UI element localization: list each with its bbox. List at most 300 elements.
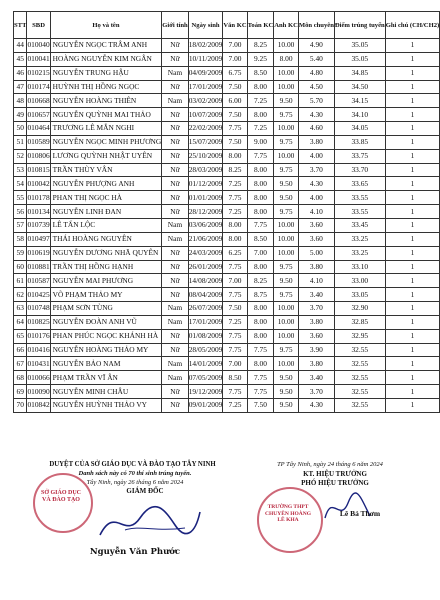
- table-cell: 1: [385, 177, 440, 191]
- table-cell: 8.50: [223, 371, 247, 385]
- table-cell: 34.05: [334, 122, 385, 136]
- column-header: Ghi chú (CH/CH2): [385, 12, 440, 39]
- table-cell: 14/01/2009: [188, 357, 223, 371]
- table-cell: NGUYỄN HUỲNH THẢO VY: [50, 398, 162, 412]
- column-header: Môn chuyên: [298, 12, 334, 39]
- table-cell: Nữ: [162, 246, 188, 260]
- table-row: [14, 94, 440, 108]
- table-cell: 34.85: [334, 66, 385, 80]
- table-cell: 1: [385, 246, 440, 260]
- table-cell: 010842: [27, 398, 50, 412]
- table-cell: 3.80: [298, 315, 334, 329]
- table-cell: PHẠM TRẦN VĨ ÂN: [50, 371, 162, 385]
- table-cell: 7.75: [223, 260, 247, 274]
- table-cell: 10.00: [274, 302, 299, 316]
- table-cell: Nam: [162, 302, 188, 316]
- table-cell: 010881: [27, 260, 50, 274]
- table-cell: 9.75: [274, 205, 299, 219]
- table-cell: 9.50: [274, 371, 299, 385]
- table-cell: 7.50: [223, 302, 247, 316]
- table-row: [14, 163, 440, 177]
- left-name: Nguyễn Văn Phước: [89, 547, 181, 557]
- table-cell: 7.75: [223, 343, 247, 357]
- table-row: [14, 218, 440, 232]
- table-cell: 08/04/2009: [188, 288, 223, 302]
- table-cell: 10.00: [274, 39, 299, 53]
- table-cell: 8.00: [247, 329, 274, 343]
- table-cell: 62: [14, 288, 27, 302]
- table-row: [14, 302, 440, 316]
- right-name: Lê Bá Thơm: [339, 509, 381, 518]
- table-row: [14, 385, 440, 399]
- table-cell: Nữ: [162, 149, 188, 163]
- table-cell: Nam: [162, 94, 188, 108]
- table-cell: NGUYỄN HOÀNG THẢO MY: [50, 343, 162, 357]
- column-header: Toán KC: [247, 12, 274, 39]
- table-cell: LÊ TẤN LỘC: [50, 218, 162, 232]
- header-row: [14, 12, 440, 39]
- table-cell: 56: [14, 205, 27, 219]
- table-cell: 9.50: [274, 191, 299, 205]
- table-cell: 010748: [27, 302, 50, 316]
- table-cell: Nam: [162, 315, 188, 329]
- table-cell: 1: [385, 80, 440, 94]
- table-cell: 7.75: [247, 218, 274, 232]
- table-cell: 010066: [27, 371, 50, 385]
- table-cell: 33.55: [334, 191, 385, 205]
- table-cell: 010042: [27, 177, 50, 191]
- table-cell: NGUYỄN QUỲNH MAI THẢO: [50, 108, 162, 122]
- table-cell: 7.75: [223, 288, 247, 302]
- table-cell: 3.60: [298, 232, 334, 246]
- table-cell: 7.00: [223, 39, 247, 53]
- table-cell: 6.25: [223, 246, 247, 260]
- table-cell: 1: [385, 205, 440, 219]
- table-cell: 1: [385, 288, 440, 302]
- table-cell: 9.50: [274, 177, 299, 191]
- table-cell: 010815: [27, 163, 50, 177]
- table-cell: Nam: [162, 371, 188, 385]
- table-cell: 3.80: [298, 135, 334, 149]
- table-cell: 22/02/2009: [188, 122, 223, 136]
- table-cell: 46: [14, 66, 27, 80]
- table-cell: 7.75: [247, 371, 274, 385]
- table-row: [14, 135, 440, 149]
- table-cell: 1: [385, 357, 440, 371]
- table-cell: 55: [14, 191, 27, 205]
- table-row: [14, 177, 440, 191]
- table-cell: NGUYỄN MAI PHƯƠNG: [50, 274, 162, 288]
- table-cell: 7.75: [223, 122, 247, 136]
- table-row: [14, 191, 440, 205]
- table-cell: 010041: [27, 52, 50, 66]
- admission-table: [13, 11, 440, 413]
- left-subtitle: Danh sách này có 70 thí sinh trúng tuyển.: [78, 470, 192, 477]
- table-cell: Nữ: [162, 39, 188, 53]
- table-row: [14, 39, 440, 53]
- table-cell: 1: [385, 122, 440, 136]
- table-cell: 7.75: [247, 343, 274, 357]
- column-header: Ngày sinh: [188, 12, 223, 39]
- table-cell: LƯƠNG QUỲNH NHẬT UYÊN: [50, 149, 162, 163]
- table-cell: 8.00: [247, 163, 274, 177]
- table-row: [14, 398, 440, 412]
- table-cell: HOÀNG NGUYỄN KIM NGÂN: [50, 52, 162, 66]
- table-row: [14, 108, 440, 122]
- table-cell: 26/01/2009: [188, 260, 223, 274]
- table-row: [14, 232, 440, 246]
- table-cell: 59: [14, 246, 27, 260]
- table-cell: 10.00: [274, 357, 299, 371]
- table-cell: 010806: [27, 149, 50, 163]
- table-cell: 1: [385, 108, 440, 122]
- table-cell: 4.30: [298, 177, 334, 191]
- table-cell: 3.60: [298, 329, 334, 343]
- table-cell: 3.60: [298, 218, 334, 232]
- table-cell: 7.75: [247, 385, 274, 399]
- table-cell: 010134: [27, 205, 50, 219]
- table-cell: 5.40: [298, 52, 334, 66]
- table-cell: 010619: [27, 246, 50, 260]
- table-cell: 9.50: [274, 385, 299, 399]
- table-cell: 9.50: [274, 398, 299, 412]
- table-cell: 3.40: [298, 288, 334, 302]
- table-cell: 010657: [27, 108, 50, 122]
- table-cell: 1: [385, 149, 440, 163]
- table-cell: Nữ: [162, 177, 188, 191]
- table-cell: 15/07/2009: [188, 135, 223, 149]
- table-cell: 7.25: [223, 315, 247, 329]
- table-cell: 010215: [27, 66, 50, 80]
- table-cell: 33.05: [334, 288, 385, 302]
- table-cell: Nữ: [162, 288, 188, 302]
- table-cell: 8.75: [247, 288, 274, 302]
- table-cell: 45: [14, 52, 27, 66]
- table-cell: 33.85: [334, 135, 385, 149]
- table-cell: 6.75: [223, 66, 247, 80]
- table-cell: TRẦN THÙY VÂN: [50, 163, 162, 177]
- table-cell: 5.00: [298, 246, 334, 260]
- table-cell: 010176: [27, 329, 50, 343]
- table-cell: 10/07/2009: [188, 108, 223, 122]
- table-cell: 1: [385, 163, 440, 177]
- table-cell: 21/06/2009: [188, 232, 223, 246]
- table-cell: 1: [385, 94, 440, 108]
- table-cell: Nữ: [162, 80, 188, 94]
- table-cell: 7.75: [223, 385, 247, 399]
- table-cell: 4.30: [298, 398, 334, 412]
- left-signature: [95, 500, 205, 545]
- table-row: [14, 122, 440, 136]
- table-cell: 68: [14, 371, 27, 385]
- table-cell: 10.00: [274, 122, 299, 136]
- table-row: [14, 343, 440, 357]
- table-cell: 10.00: [274, 218, 299, 232]
- table-cell: 1: [385, 52, 440, 66]
- table-cell: NGUYỄN BẢO NAM: [50, 357, 162, 371]
- table-cell: 7.50: [223, 108, 247, 122]
- table-cell: 32.95: [334, 329, 385, 343]
- table-cell: 8.00: [223, 218, 247, 232]
- table-cell: 10.00: [274, 329, 299, 343]
- table-cell: 8.25: [223, 163, 247, 177]
- column-header: Họ và tên: [50, 12, 162, 39]
- table-cell: Nữ: [162, 122, 188, 136]
- table-cell: 7.50: [223, 135, 247, 149]
- table-cell: 47: [14, 80, 27, 94]
- table-cell: Nam: [162, 232, 188, 246]
- table-cell: 4.10: [298, 205, 334, 219]
- table-cell: 07/05/2009: [188, 371, 223, 385]
- table-cell: 010425: [27, 288, 50, 302]
- table-cell: 010589: [27, 135, 50, 149]
- table-cell: 33.45: [334, 218, 385, 232]
- table-cell: Nam: [162, 218, 188, 232]
- table-cell: 61: [14, 274, 27, 288]
- table-cell: 33.55: [334, 205, 385, 219]
- table-cell: 3.70: [298, 302, 334, 316]
- table-cell: 1: [385, 343, 440, 357]
- table-cell: 4.80: [298, 66, 334, 80]
- table-row: [14, 274, 440, 288]
- right-signature: [320, 488, 380, 528]
- table-cell: 8.00: [247, 260, 274, 274]
- table-cell: 10/11/2009: [188, 52, 223, 66]
- table-cell: 33.25: [334, 246, 385, 260]
- table-cell: 7.25: [247, 122, 274, 136]
- table-cell: 010739: [27, 218, 50, 232]
- table-cell: 4.90: [298, 39, 334, 53]
- table-cell: 19/12/2009: [188, 385, 223, 399]
- table-cell: Nữ: [162, 385, 188, 399]
- left-seal-text: SỞ GIÁO DỤC VÀ ĐÀO TẠO: [40, 490, 81, 503]
- right-title: KT. HIỆU TRƯỞNG: [303, 470, 367, 478]
- table-cell: 9.75: [274, 288, 299, 302]
- table-cell: TRƯƠNG LÊ MẪN NGHI: [50, 122, 162, 136]
- table-cell: 1: [385, 385, 440, 399]
- table-cell: 57: [14, 218, 27, 232]
- table-cell: 010416: [27, 343, 50, 357]
- table-cell: 67: [14, 357, 27, 371]
- table-cell: 54: [14, 177, 27, 191]
- table-row: [14, 260, 440, 274]
- table-cell: TRẦN THỊ HỒNG HẠNH: [50, 260, 162, 274]
- table-cell: 28/12/2009: [188, 205, 223, 219]
- table-cell: 14/08/2009: [188, 274, 223, 288]
- table-cell: 04/09/2009: [188, 66, 223, 80]
- table-cell: 8.50: [247, 232, 274, 246]
- table-cell: 32.55: [334, 343, 385, 357]
- table-cell: 66: [14, 343, 27, 357]
- table-cell: 32.55: [334, 385, 385, 399]
- table-cell: 8.25: [247, 274, 274, 288]
- table-cell: NGUYỄN ĐOÀN ANH VŨ: [50, 315, 162, 329]
- table-cell: NGUYỄN NGỌC MINH PHƯƠNG: [50, 135, 162, 149]
- table-cell: 4.60: [298, 122, 334, 136]
- table-cell: 4.00: [298, 191, 334, 205]
- table-cell: Nữ: [162, 343, 188, 357]
- table-row: [14, 149, 440, 163]
- table-cell: 010464: [27, 122, 50, 136]
- table-cell: 7.25: [247, 94, 274, 108]
- table-cell: 49: [14, 108, 27, 122]
- column-header: Điểm trúng tuyển: [334, 12, 385, 39]
- table-cell: Nữ: [162, 191, 188, 205]
- table-cell: 7.25: [223, 398, 247, 412]
- table-cell: 69: [14, 385, 27, 399]
- table-cell: 34.15: [334, 94, 385, 108]
- table-cell: 44: [14, 39, 27, 53]
- table-cell: 35.05: [334, 39, 385, 53]
- table-cell: 010497: [27, 232, 50, 246]
- table-cell: 63: [14, 302, 27, 316]
- table-cell: 1: [385, 329, 440, 343]
- table-cell: 1: [385, 371, 440, 385]
- table-cell: NGUYỄN HOÀNG THIÊN: [50, 94, 162, 108]
- table-cell: 8.00: [247, 191, 274, 205]
- table-cell: 1: [385, 135, 440, 149]
- table-cell: 8.00: [223, 149, 247, 163]
- table-cell: 010587: [27, 274, 50, 288]
- table-cell: 70: [14, 398, 27, 412]
- table-cell: 8.50: [247, 66, 274, 80]
- table-cell: 8.25: [247, 39, 274, 53]
- table-cell: 010825: [27, 315, 50, 329]
- table-cell: 3.70: [298, 385, 334, 399]
- table-cell: 09/01/2009: [188, 398, 223, 412]
- table-cell: 9.75: [274, 108, 299, 122]
- table-cell: 7.50: [223, 80, 247, 94]
- table-cell: NGUYỄN TRUNG HẬU: [50, 66, 162, 80]
- table-cell: 9.25: [247, 52, 274, 66]
- table-cell: 64: [14, 315, 27, 329]
- table-cell: Nam: [162, 357, 188, 371]
- table-cell: 10.00: [274, 315, 299, 329]
- table-cell: 58: [14, 232, 27, 246]
- table-cell: 1: [385, 315, 440, 329]
- column-header: STT: [14, 12, 27, 39]
- table-cell: 8.00: [247, 177, 274, 191]
- table-cell: 9.75: [274, 260, 299, 274]
- table-cell: 7.00: [223, 357, 247, 371]
- table-row: [14, 315, 440, 329]
- table-body: [14, 39, 440, 413]
- table-cell: PHAN PHÚC NGỌC KHÁNH HÀ: [50, 329, 162, 343]
- table-cell: 01/12/2009: [188, 177, 223, 191]
- right-role: PHÓ HIỆU TRƯỞNG: [301, 479, 369, 487]
- left-role: GIÁM ĐỐC: [126, 487, 164, 495]
- table-cell: 8.00: [247, 108, 274, 122]
- table-cell: 33.65: [334, 177, 385, 191]
- table-cell: 50: [14, 122, 27, 136]
- table-cell: 8.00: [247, 80, 274, 94]
- table-cell: 1: [385, 39, 440, 53]
- table-cell: 35.05: [334, 52, 385, 66]
- table-cell: NGUYỄN DƯƠNG NHÃ QUYÊN: [50, 246, 162, 260]
- table-row: [14, 371, 440, 385]
- table-row: [14, 329, 440, 343]
- table-cell: 010178: [27, 191, 50, 205]
- table-cell: 010174: [27, 80, 50, 94]
- table-cell: 8.00: [247, 315, 274, 329]
- left-title: DUYỆT CỦA SỞ GIÁO DỤC VÀ ĐÀO TẠO TÂY NINH: [49, 461, 216, 468]
- table-cell: 9.75: [274, 343, 299, 357]
- table-cell: Nữ: [162, 108, 188, 122]
- table-cell: Nữ: [162, 163, 188, 177]
- table-cell: 28/05/2009: [188, 343, 223, 357]
- table-row: [14, 66, 440, 80]
- table-cell: Nữ: [162, 52, 188, 66]
- table-cell: 7.00: [223, 274, 247, 288]
- table-cell: 51: [14, 135, 27, 149]
- table-cell: 32.85: [334, 315, 385, 329]
- table-cell: 34.10: [334, 108, 385, 122]
- table-cell: 6.00: [223, 94, 247, 108]
- table-cell: 9.75: [274, 135, 299, 149]
- table-cell: 9.50: [274, 274, 299, 288]
- table-cell: 7.00: [247, 246, 274, 260]
- column-header: Anh KC: [274, 12, 299, 39]
- table-cell: 32.55: [334, 371, 385, 385]
- table-cell: 9.00: [247, 135, 274, 149]
- table-cell: Nữ: [162, 329, 188, 343]
- table-cell: NGUYỄN PHƯỢNG ANH: [50, 177, 162, 191]
- table-cell: 7.50: [247, 398, 274, 412]
- table-cell: HUỲNH THỊ HỒNG NGỌC: [50, 80, 162, 94]
- table-cell: THÁI HOÀNG NGUYÊN: [50, 232, 162, 246]
- table-cell: PHẠM SƠN TÙNG: [50, 302, 162, 316]
- table-cell: 1: [385, 302, 440, 316]
- table-cell: 4.30: [298, 108, 334, 122]
- table-cell: 3.40: [298, 371, 334, 385]
- table-cell: 32.90: [334, 302, 385, 316]
- table-cell: 1: [385, 218, 440, 232]
- table-cell: 4.50: [298, 80, 334, 94]
- table-cell: 33.00: [334, 274, 385, 288]
- table-cell: 8.00: [247, 357, 274, 371]
- table-cell: 4.10: [298, 274, 334, 288]
- table-cell: 010040: [27, 39, 50, 53]
- table-cell: 8.00: [247, 302, 274, 316]
- table-cell: 3.80: [298, 357, 334, 371]
- table-cell: NGUYỄN NGỌC TRÂM ANH: [50, 39, 162, 53]
- table-cell: 53: [14, 163, 27, 177]
- table-cell: 010431: [27, 357, 50, 371]
- table-cell: Nữ: [162, 398, 188, 412]
- table-cell: 18/02/2009: [188, 39, 223, 53]
- table-cell: 7.00: [223, 52, 247, 66]
- table-cell: 010668: [27, 94, 50, 108]
- right-date: TP Tây Ninh, ngày 24 tháng 6 năm 2024: [277, 461, 383, 468]
- table-cell: NGUYỄN LINH ĐAN: [50, 205, 162, 219]
- table-cell: 3.70: [298, 163, 334, 177]
- left-date: Tây Ninh, ngày 26 tháng 6 năm 2024: [86, 479, 184, 486]
- column-header: SBD: [27, 12, 50, 39]
- table-cell: 8.00: [223, 232, 247, 246]
- table-cell: 25/10/2009: [188, 149, 223, 163]
- table-row: [14, 52, 440, 66]
- table-cell: 52: [14, 149, 27, 163]
- table-cell: 03/02/2009: [188, 94, 223, 108]
- table-row: [14, 80, 440, 94]
- table-cell: 48: [14, 94, 27, 108]
- table-cell: 1: [385, 274, 440, 288]
- table-cell: 33.25: [334, 232, 385, 246]
- table-cell: 7.75: [223, 329, 247, 343]
- table-cell: 65: [14, 329, 27, 343]
- table-cell: 4.00: [298, 149, 334, 163]
- table-cell: 10.00: [274, 232, 299, 246]
